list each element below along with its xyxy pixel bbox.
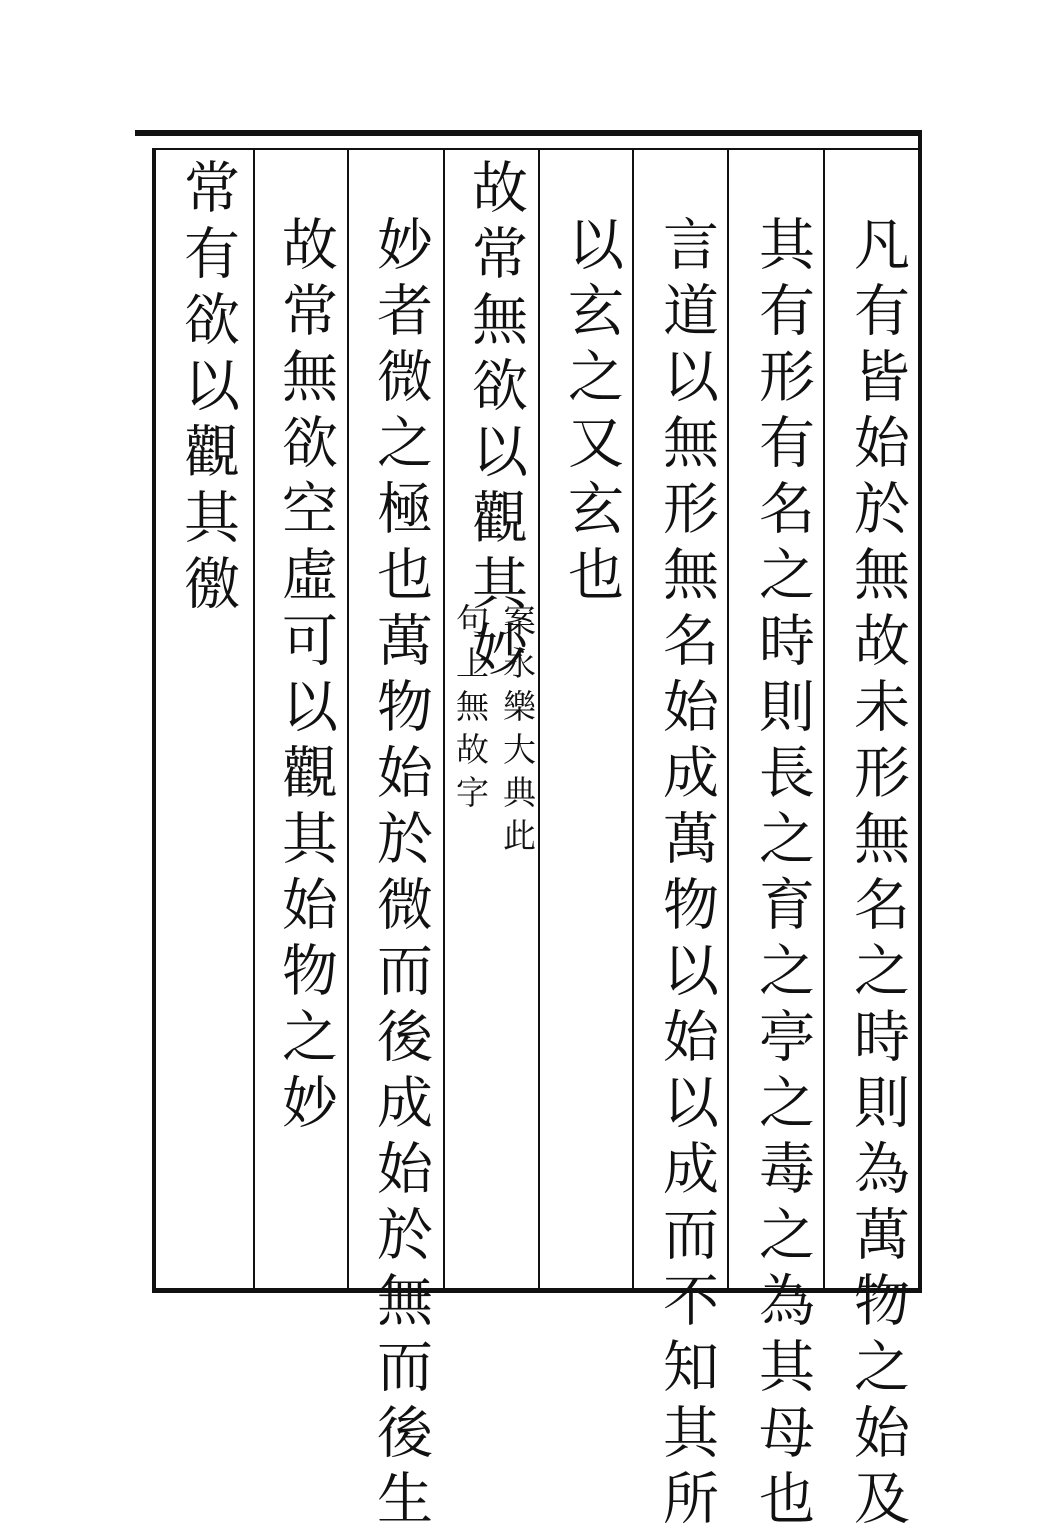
text-column-7: 故常無欲空虛可以觀其始物之妙: [273, 215, 338, 1139]
text-column-4: 以玄之又玄也: [559, 215, 624, 611]
text-column-3: 言道以無形無名始成萬物以始以成而不知其所: [654, 215, 719, 1535]
right-border: [918, 130, 922, 1293]
annotation-left: 句上無故字: [451, 603, 490, 818]
top-inner-border: [152, 148, 922, 150]
column-divider: [347, 150, 349, 1288]
column-divider: [823, 150, 825, 1288]
column-divider: [253, 150, 255, 1288]
left-border: [152, 148, 156, 1293]
top-border: [135, 130, 922, 136]
text-column-5: 故常無欲以觀其妙: [463, 158, 528, 686]
column-divider: [632, 150, 634, 1288]
text-column-6: 妙者微之極也萬物始於微而後成始於無而後生: [368, 215, 433, 1535]
text-column-1: 凡有皆始於無故未形無名之時則為萬物之始及: [845, 215, 910, 1535]
column-divider: [443, 150, 445, 1288]
text-column-2: 其有形有名之時則長之育之亭之毒之為其母也: [750, 215, 815, 1535]
column-divider: [538, 150, 540, 1288]
column-divider: [727, 150, 729, 1288]
text-column-8: 常有欲以觀其徼: [175, 158, 240, 620]
annotation-right: 案永樂大典此: [498, 603, 537, 861]
